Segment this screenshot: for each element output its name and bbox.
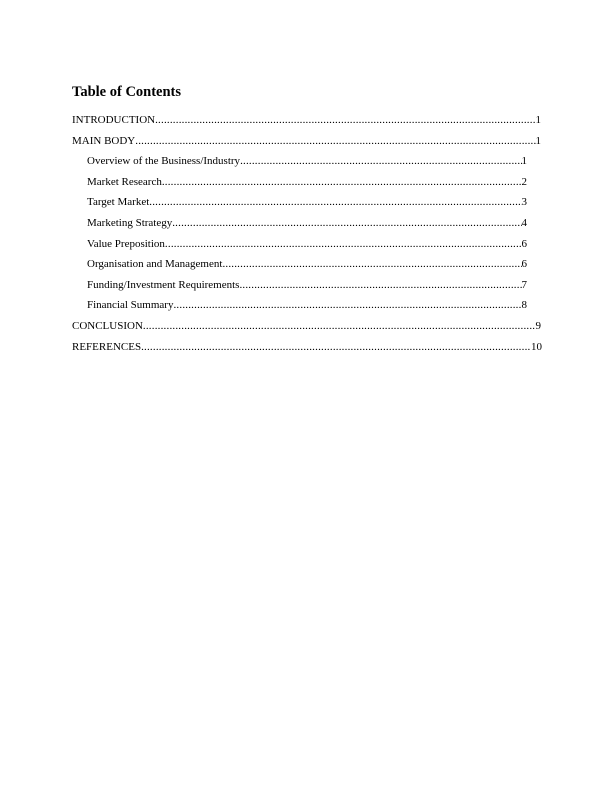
toc-entry-page: 10 bbox=[531, 340, 542, 353]
toc-entry-page: 6 bbox=[521, 258, 527, 271]
toc-entry-label: Target Market bbox=[87, 196, 150, 209]
toc-leader-dots bbox=[165, 236, 522, 252]
toc-entry-references[interactable] bbox=[72, 339, 542, 355]
toc-entry-financial-summary[interactable] bbox=[87, 297, 527, 313]
toc-entry-page: 6 bbox=[521, 237, 527, 250]
toc-leader-dots bbox=[155, 112, 535, 128]
toc-entry-target-market[interactable] bbox=[87, 194, 527, 210]
toc-leader-dots bbox=[162, 174, 522, 190]
toc-entry-page: 4 bbox=[521, 217, 527, 229]
toc-entry-page: 9 bbox=[535, 320, 541, 332]
toc-entry-page: 8 bbox=[521, 299, 527, 312]
toc-entry-label: Organisation and Management bbox=[87, 258, 223, 271]
toc-entry-funding[interactable] bbox=[87, 277, 527, 293]
toc-leader-dots bbox=[222, 256, 521, 272]
toc-leader-dots bbox=[149, 194, 521, 210]
toc-entry-page: 7 bbox=[521, 278, 527, 291]
toc-entry-label: MAIN BODY bbox=[72, 134, 136, 147]
toc-entry-conclusion[interactable] bbox=[72, 318, 541, 334]
toc-entry-label: REFERENCES bbox=[72, 340, 142, 353]
toc-leader-dots bbox=[143, 318, 536, 334]
toc-entry-value-preposition[interactable] bbox=[87, 236, 527, 252]
toc-entry-label: Market Research bbox=[87, 175, 162, 188]
toc-leader-dots bbox=[135, 133, 535, 149]
toc-entry-page: 1 bbox=[535, 134, 541, 147]
toc-entry-label: Value Preposition bbox=[87, 237, 165, 250]
toc-entry-marketing-strategy[interactable] bbox=[87, 215, 527, 231]
toc-entry-page: 2 bbox=[521, 175, 527, 188]
toc-entry-organisation[interactable] bbox=[87, 256, 527, 272]
toc-leader-dots bbox=[173, 297, 521, 313]
toc-entry-page: 1 bbox=[535, 114, 541, 126]
toc-title: Table of Contents bbox=[72, 84, 182, 100]
toc-entry-introduction[interactable] bbox=[72, 112, 541, 128]
toc-entry-label: CONCLUSION bbox=[72, 320, 143, 332]
toc-entry-label: Funding/Investment Requirements bbox=[87, 278, 240, 291]
toc-entry-label: Overview of the Business/Industry bbox=[87, 155, 241, 168]
toc-entry-overview[interactable] bbox=[87, 153, 527, 169]
toc-entry-page: 1 bbox=[521, 155, 527, 168]
toc-entry-main-body[interactable] bbox=[72, 133, 541, 149]
toc-leader-dots bbox=[172, 215, 521, 231]
toc-entry-page: 3 bbox=[521, 196, 527, 209]
toc-entry-market-research[interactable] bbox=[87, 174, 527, 190]
toc-entry-label: Marketing Strategy bbox=[87, 217, 173, 229]
toc-leader-dots bbox=[239, 277, 521, 293]
toc-entry-label: Financial Summary bbox=[87, 299, 174, 312]
toc-entry-label: INTRODUCTION bbox=[72, 114, 156, 126]
toc-leader-dots bbox=[240, 153, 521, 169]
toc-leader-dots bbox=[141, 339, 531, 355]
